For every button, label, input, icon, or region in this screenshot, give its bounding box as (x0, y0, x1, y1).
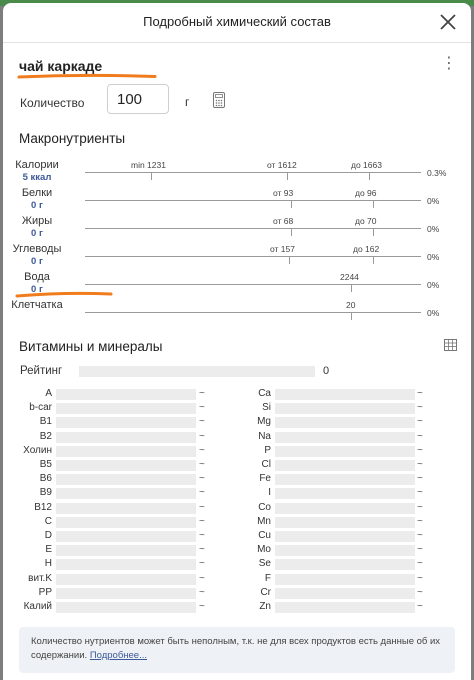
nutrient-value: ~ (199, 459, 205, 470)
nutrient-name: B9 (39, 487, 52, 499)
macro-scale-line (85, 200, 421, 201)
quantity-unit: г (185, 95, 190, 109)
vitamins-title: Витамины и минералы (19, 339, 163, 354)
scale-tick (373, 256, 374, 264)
macro-percent: 0.3% (427, 168, 447, 178)
nutrient-name: A (45, 388, 52, 399)
nutrient-row (3, 473, 471, 487)
nutrient-bar (275, 574, 415, 585)
macro-percent: 0% (427, 280, 440, 290)
nutrient-value: ~ (417, 530, 423, 541)
nutrient-value: ~ (417, 444, 423, 456)
nutrient-row (3, 601, 471, 615)
product-name: чай каркаде (19, 58, 103, 74)
macro-percent: 0% (427, 252, 440, 262)
nutrient-value: ~ (199, 586, 205, 598)
close-button[interactable] (437, 11, 459, 33)
macro-scale-line (85, 256, 421, 257)
nutrient-value: ~ (417, 388, 423, 399)
nutrient-name: Ca (258, 388, 271, 399)
scale-label: от 157 (270, 244, 295, 254)
scale-tick (291, 200, 292, 208)
macro-value: 0 г (31, 228, 43, 239)
nutrient-name: F (264, 572, 271, 584)
nutrient-name: Zn (259, 601, 271, 612)
nutrient-bar (275, 588, 415, 599)
nutrient-value: ~ (199, 544, 205, 556)
scale-tick (151, 172, 152, 180)
nutrient-name: Cl (261, 459, 271, 470)
quantity-input[interactable] (107, 84, 169, 114)
nutrient-bar (275, 559, 415, 570)
macros-title: Макронутриенты (19, 131, 126, 146)
scale-label: до 96 (355, 188, 377, 198)
nutrient-row (3, 587, 471, 601)
scale-label: от 93 (273, 188, 294, 198)
nutrient-name: Na (258, 430, 271, 442)
nutrient-name: D (44, 530, 52, 541)
nutrient-row (3, 530, 471, 544)
nutrient-name: P (264, 444, 271, 456)
macro-name: Углеводы (12, 243, 62, 255)
nutrient-name: B6 (39, 473, 52, 485)
nutrient-value: ~ (417, 487, 423, 499)
nutrient-value: ~ (417, 515, 423, 527)
macro-percent: 0% (427, 224, 440, 234)
nutrient-name: Si (262, 402, 271, 414)
nutrient-value: ~ (417, 459, 423, 470)
more-options-icon[interactable]: ⋮ (441, 55, 457, 72)
nutrient-row (3, 502, 471, 516)
nutrient-value: ~ (417, 601, 423, 612)
nutrient-bar (275, 389, 415, 400)
scale-label: 2244 (340, 272, 359, 282)
nutrient-name: B2 (39, 430, 52, 442)
nutrient-value: ~ (417, 544, 423, 556)
nutrient-row (3, 544, 471, 558)
nutrient-row (3, 416, 471, 430)
nutrient-name: H (44, 558, 52, 570)
nutrient-value: ~ (199, 501, 205, 513)
nutrient-value: ~ (199, 430, 205, 442)
nutrient-bar (275, 474, 415, 485)
nutrient-name: Co (258, 501, 271, 513)
scale-tick (369, 172, 370, 180)
scale-label: от 1612 (267, 160, 297, 170)
table-icon[interactable] (444, 339, 457, 351)
nutrient-row (3, 388, 471, 402)
scale-label: до 1663 (351, 160, 382, 170)
nutrient-row (3, 445, 471, 459)
nutrient-bar (275, 446, 415, 457)
nutrient-name: Калий (23, 601, 52, 612)
macro-value: 0 г (31, 200, 43, 211)
macro-row-calories (3, 159, 471, 185)
close-icon (437, 11, 459, 33)
nutrient-value: ~ (417, 402, 423, 414)
nutrient-value: ~ (199, 558, 205, 570)
nutrient-value: ~ (199, 601, 205, 612)
nutrient-value: ~ (417, 473, 423, 485)
macro-scale-line (85, 172, 421, 173)
nutrient-name: B1 (39, 416, 52, 428)
modal-title: Подробный химический состав (143, 14, 331, 29)
scale-tick (287, 172, 288, 180)
macro-row-fats (3, 215, 471, 241)
nutrient-bar (275, 460, 415, 471)
macro-value: 5 ккал (22, 172, 52, 183)
info-note (19, 627, 455, 673)
scale-label: от 68 (273, 216, 294, 226)
nutrient-bar (275, 488, 415, 499)
nutrient-name: Fe (259, 473, 271, 485)
nutrient-row (3, 402, 471, 416)
macro-scale-line (85, 284, 421, 285)
macro-name: Жиры (21, 215, 53, 227)
nutrient-name: Cu (258, 530, 271, 541)
nutrient-value: ~ (199, 444, 205, 456)
scale-label: до 162 (353, 244, 380, 254)
nutrient-name: Mn (257, 515, 271, 527)
nutrient-bar (275, 531, 415, 542)
macro-name: Клетчатка (11, 299, 63, 311)
macro-name: Белки (21, 187, 53, 199)
modal-header (3, 3, 471, 43)
nutrient-value: ~ (199, 402, 205, 414)
scale-tick (291, 228, 292, 236)
nutrient-value: ~ (199, 416, 205, 428)
macro-row-protein (3, 187, 471, 213)
nutrient-name: PP (38, 586, 52, 598)
nutrient-row (3, 487, 471, 501)
scale-label: до 70 (355, 216, 377, 226)
nutrient-value: ~ (417, 430, 423, 442)
macro-value: 0 г (31, 284, 43, 295)
scale-label: 20 (346, 300, 356, 310)
nutrient-name: вит.K (28, 572, 52, 584)
rating-bar (79, 366, 315, 377)
nutrient-row (3, 516, 471, 530)
rating-label: Рейтинг (20, 365, 63, 377)
nutrient-name: Mo (257, 544, 271, 556)
nutrient-value: ~ (199, 572, 205, 584)
more-link[interactable]: Подробнее... (89, 650, 148, 661)
nutrient-bar (275, 545, 415, 556)
nutrient-name: Холин (23, 444, 52, 456)
chemical-composition-modal (3, 3, 471, 680)
nutrient-value: ~ (199, 530, 205, 541)
scale-tick (289, 256, 290, 264)
nutrient-bar (275, 517, 415, 528)
nutrient-value: ~ (199, 473, 205, 485)
nutrient-name: Mg (257, 416, 271, 428)
macro-value: 0 г (31, 256, 43, 267)
macro-scale-line (85, 228, 421, 229)
nutrient-value: ~ (417, 572, 423, 584)
scale-tick (351, 312, 352, 320)
macro-row-carbs (3, 243, 471, 269)
highlight-underline (17, 73, 157, 81)
nutrient-row (3, 459, 471, 473)
note-text: Количество нутриентов может быть неполным, т.к. не для всех продуктов есть данные об их содержании. (31, 636, 441, 661)
nutrient-row (3, 573, 471, 587)
nutrient-value: ~ (199, 515, 205, 527)
nutrient-bar (275, 403, 415, 414)
nutrient-value: ~ (417, 586, 423, 598)
nutrient-row (3, 431, 471, 445)
quantity-label: Количество (20, 96, 85, 110)
nutrient-bar (275, 417, 415, 428)
nutrient-name: b-car (29, 402, 52, 414)
nutrient-row (3, 558, 471, 572)
scale-tick (351, 284, 352, 292)
nutrient-value: ~ (417, 416, 423, 428)
nutrient-name: Se (258, 558, 271, 570)
macro-scale-line (85, 312, 421, 313)
scale-tick (373, 200, 374, 208)
macro-name: Калории (15, 159, 59, 171)
nutrient-bar (275, 503, 415, 514)
macro-percent: 0% (427, 196, 440, 206)
nutrient-value: ~ (417, 558, 423, 570)
macro-name: Вода (24, 271, 50, 283)
nutrient-value: ~ (417, 501, 423, 513)
nutrient-value: ~ (199, 388, 205, 399)
nutrient-bar (275, 432, 415, 443)
macro-row-fiber (3, 299, 471, 325)
nutrient-value: ~ (199, 487, 205, 499)
scale-label: min 1231 (131, 160, 166, 170)
highlight-underline (15, 291, 113, 299)
scale-tick (373, 228, 374, 236)
nutrient-name: Cr (260, 586, 271, 598)
rating-value: 0 (323, 365, 330, 377)
nutrient-name: B5 (39, 459, 52, 470)
nutrient-name: B12 (34, 501, 52, 513)
nutrient-name: E (45, 544, 52, 556)
calculator-icon[interactable] (213, 92, 225, 108)
macro-percent: 0% (427, 308, 440, 318)
nutrient-name: I (268, 487, 271, 499)
nutrient-bar (275, 602, 415, 613)
nutrient-name: C (44, 515, 52, 527)
